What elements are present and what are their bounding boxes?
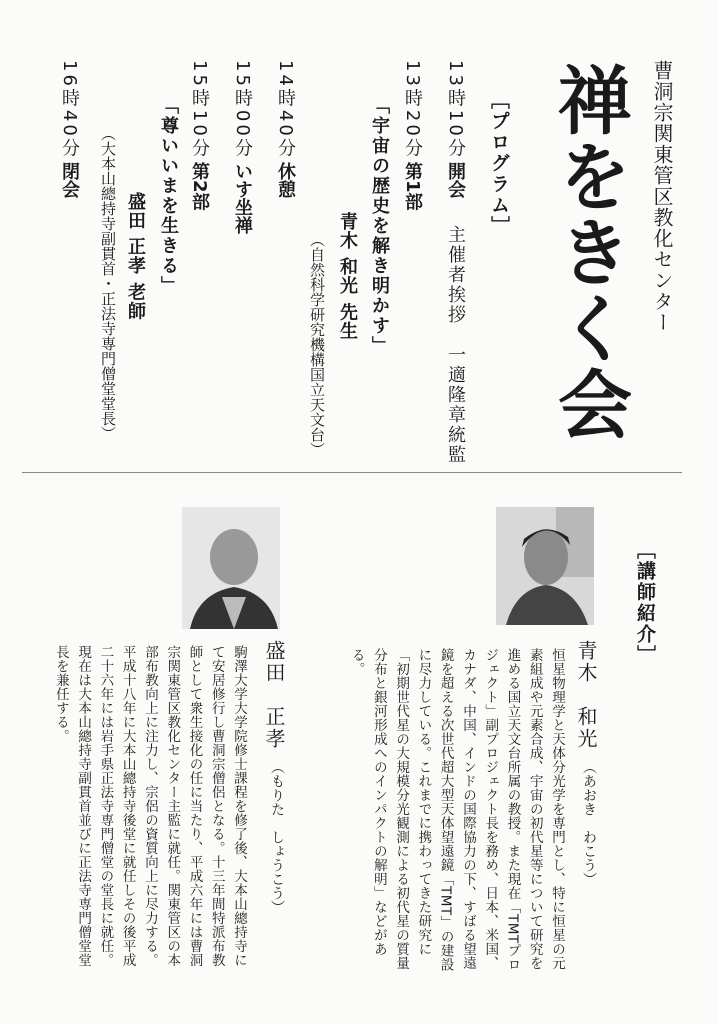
- program-heading: ［プログラム］: [488, 90, 510, 237]
- speaker-name-morita: 盛田 正孝: [262, 640, 286, 750]
- speaker-bio-aoki: 恒星物理学と天体分光学を専門とし、特に恒星の元素組成や元素合成、宇宙の初代星等について研究を進める国立天文台所属の教授。また現在「TMTプロジェクト」副プロジェクト長を務め、日本、米国、カナダ、中国、インドの国際協力の下、すばる望遠鏡を超える次世代超大型天体望遠鏡「TMT」の建設に尽力している。これまでに携わってきた研究に「初期世代星の大規模分光観測による初代星の質量分布と銀河形成へのインパクトの解明」などがある。: [348, 648, 565, 972]
- schedule-label: いす坐禅: [232, 162, 253, 234]
- schedule-time: 13時10分: [445, 60, 466, 160]
- schedule-label: 閉会: [59, 162, 80, 198]
- intro-heading: ［講師紹介］: [634, 540, 656, 666]
- schedule-time: 14時40分: [275, 60, 296, 160]
- talk-title: 「尊いいまを生きる」: [158, 96, 179, 296]
- organizer-name: 曹洞宗関東管区教化センター: [650, 60, 674, 333]
- schedule-label: 第1部: [402, 162, 423, 211]
- schedule-label: 休憩: [275, 162, 296, 198]
- section-divider: [22, 472, 682, 473]
- schedule-time: 16時40分: [59, 60, 80, 160]
- speaker-bio-morita: 駒澤大学大学院修士課程を修了後、大本山總持寺にて安居修行し曹洞宗僧侶となる。十三年間特派布教師として衆生接化の任に当たり、平成六年には曹洞宗関東管区教化センター主監に就任。関東管区の本部布教向上に注力し、宗侶の資質向上に尽力する。平成十八年に大本山總持寺後堂に就任しその後平成二十六年には岩手県正法寺専門僧堂の堂長に就任。現在は大本山總持寺副貫首並びに正法寺専門僧堂堂長を兼任する。: [52, 645, 247, 967]
- speaker-affiliation: （大本山總持寺副貫首・正法寺専門僧堂堂長）: [99, 126, 117, 441]
- speaker-reading-aoki: （あおき わこう）: [581, 760, 597, 886]
- schedule-time: 15時00分: [232, 60, 253, 160]
- speaker-reading-morita: （もりた しょうこう）: [269, 760, 285, 914]
- speaker-name: 盛田 正孝 老師: [125, 192, 146, 321]
- speaker-affiliation: （自然科学研究機構国立天文台）: [308, 232, 326, 457]
- talk-title: 「宇宙の歴史を解き明かす」: [369, 96, 390, 356]
- schedule-time: 15時10分: [189, 60, 210, 160]
- schedule-label: 開会: [445, 162, 466, 198]
- speaker-photo-morita: [182, 507, 280, 629]
- schedule-time: 13時20分: [402, 60, 423, 160]
- schedule-label: 第2部: [189, 162, 210, 211]
- speaker-name: 青木 和光 先生: [337, 212, 358, 341]
- speaker-photo-aoki: [496, 507, 594, 625]
- event-title: 禅をきく会: [546, 62, 632, 442]
- speaker-name-aoki: 青木 和光: [574, 640, 598, 750]
- schedule-detail: 主催者挨拶 一適隆章統監: [445, 225, 466, 465]
